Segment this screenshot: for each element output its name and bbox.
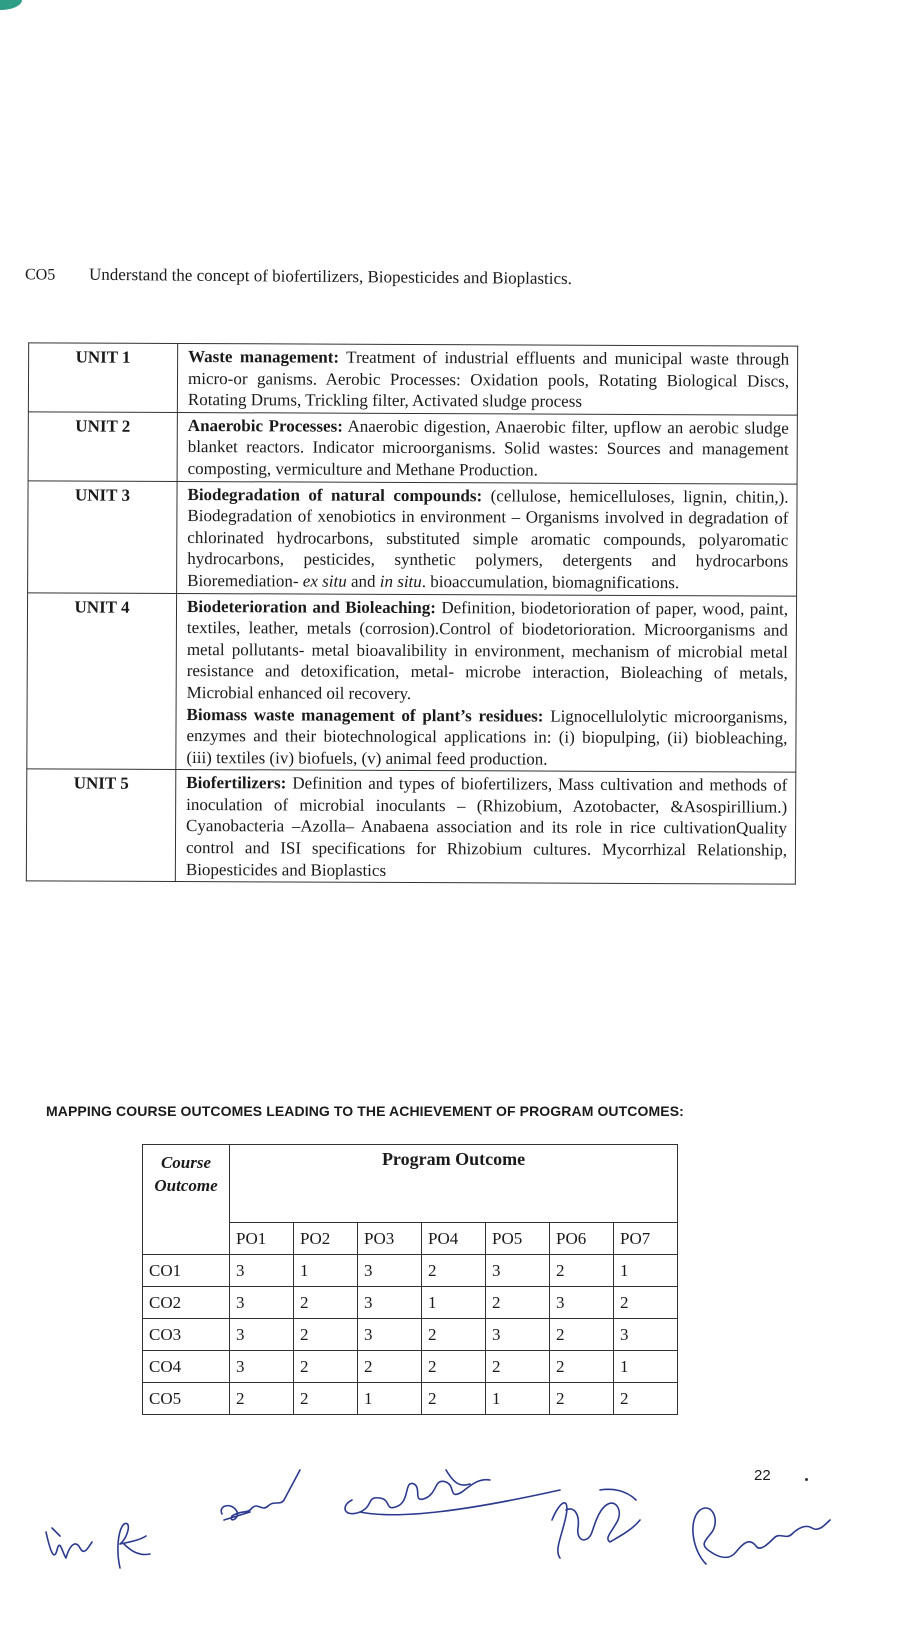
unit-name: UNIT 5	[26, 769, 175, 882]
mapping-value: 3	[358, 1255, 422, 1287]
page-number: 22	[754, 1467, 771, 1484]
unit-name: UNIT 1	[28, 343, 177, 412]
signature-6	[693, 1508, 830, 1564]
unit-topic-text: Definition and types of biofertilizers, Mass cultivation and methods of inoculation of microbial inoculants – (Rhizobium, Azotobacter, &Asospirillium.) Cyanobacteria –Azolla– Anabaena association and its role in rice cultivationQuality control and ISI specifications for Rhizobium cultures. Mycorrhizal Relationship, Biopesticides and Bioplastics	[185, 773, 788, 880]
mapping-value: 2	[486, 1351, 550, 1383]
mapping-value: 1	[614, 1351, 678, 1383]
course-outcome-header-line1: Course	[160, 1153, 212, 1172]
po-header: PO7	[614, 1223, 678, 1255]
po-header: PO1	[230, 1223, 294, 1255]
course-outcome-label: CO4	[143, 1351, 230, 1383]
mapping-value: 2	[614, 1383, 678, 1415]
mapping-value: 1	[614, 1255, 678, 1287]
mapping-value: 3	[230, 1255, 294, 1287]
co5-text: Understand the concept of biofertilizers, Biopesticides and Bioplastics.	[88, 264, 573, 289]
unit-italic-term: ex situ	[302, 571, 347, 591]
unit-name: UNIT 3	[28, 480, 177, 593]
unit-topic-text: . bioaccumulation, biomagnifications.	[421, 571, 680, 593]
unit-row	[28, 343, 797, 415]
mapping-value: 1	[294, 1255, 358, 1287]
po-header: PO5	[486, 1223, 550, 1255]
course-outcome-header	[143, 1145, 230, 1255]
po-header: PO4	[422, 1223, 486, 1255]
mapping-row	[143, 1351, 678, 1383]
unit-topic-heading: Biofertilizers:	[186, 773, 287, 793]
mapping-value: 2	[550, 1319, 614, 1351]
mapping-value: 3	[486, 1319, 550, 1351]
unit-paragraph	[187, 596, 788, 707]
unit-row	[28, 412, 797, 484]
signature-4	[345, 1470, 560, 1515]
unit-content	[177, 412, 797, 483]
mapping-value: 3	[486, 1255, 550, 1287]
mapping-value: 2	[294, 1287, 358, 1319]
unit-topic-text: (cellulose, hemicelluloses, lignin, chitin,). Biodegradation of xenobiotics in environment – Organisms involved in degradation of chlorinated hydrocarbons, substituted simple aromatic compounds, polyaromatic hydrocarbons, pesticides, synthetic polymers, detergents and hydrocarbons Bioremediation-	[187, 485, 789, 591]
unit-content	[176, 593, 797, 772]
unit-topic-heading: Biodegradation of natural compounds:	[187, 484, 483, 505]
mapping-value: 2	[550, 1255, 614, 1287]
course-outcome-label: CO2	[143, 1287, 230, 1319]
mapping-value: 3	[358, 1319, 422, 1351]
unit-paragraph	[187, 484, 788, 595]
mapping-value: 1	[358, 1383, 422, 1415]
mapping-value: 3	[230, 1351, 294, 1383]
mapping-value: 2	[294, 1319, 358, 1351]
unit-paragraph	[186, 772, 787, 883]
unit-name: UNIT 4	[27, 592, 177, 769]
course-outcome-header-line2: Outcome	[154, 1176, 218, 1195]
unit-topic-text: Treatment of industrial effluents and municipal waste through micro-or ganisms. Aerobic Processes: Oxidation pools, Rotating Biological Discs, Rotating Drums, Trickling filter, Activated sludge process	[187, 347, 790, 411]
mapping-row	[143, 1383, 678, 1415]
corner-mark	[0, 0, 22, 10]
mapping-value: 1	[422, 1287, 486, 1319]
unit-content	[175, 770, 795, 885]
mapping-value: 2	[294, 1351, 358, 1383]
mapping-row	[143, 1255, 678, 1287]
unit-name: UNIT 2	[28, 412, 177, 481]
unit-paragraph	[186, 704, 787, 771]
mapping-value: 2	[294, 1383, 358, 1415]
mapping-value: 2	[422, 1319, 486, 1351]
signatures-area	[0, 1440, 913, 1600]
unit-topic-heading: Biodeterioration and Bioleaching:	[186, 596, 436, 617]
mapping-value: 2	[550, 1383, 614, 1415]
signature-1	[46, 1528, 92, 1558]
unit-topic-heading: Waste management:	[188, 347, 340, 367]
signature-2	[118, 1523, 150, 1568]
mapping-value: 1	[486, 1383, 550, 1415]
mapping-row	[143, 1319, 678, 1351]
mapping-value: 2	[486, 1287, 550, 1319]
mapping-value: 3	[358, 1287, 422, 1319]
mapping-value: 2	[422, 1383, 486, 1415]
mapping-value: 3	[230, 1319, 294, 1351]
po-header: PO2	[294, 1223, 358, 1255]
course-outcome-co5	[25, 264, 885, 292]
unit-topic-text: Anaerobic digestion, Anaerobic filter, upflow an aerobic sludge blanket reactors. Indicator microorganisms. Solid wastes: Sources and management composting, vermiculture and Methane Production.	[187, 416, 789, 480]
co5-id: CO5	[24, 266, 56, 284]
course-outcome-label: CO3	[143, 1319, 230, 1351]
unit-row	[27, 592, 797, 772]
unit-paragraph	[188, 346, 789, 413]
mapping-heading: MAPPING COURSE OUTCOMES LEADING TO THE ACHIEVEMENT OF PROGRAM OUTCOMES:	[46, 1103, 684, 1119]
unit-italic-term: in situ	[379, 571, 422, 591]
unit-topic-text: Lignocellulolytic microorganisms, enzymes and their biotechnological applications in: (i) biopulping, (ii) biobleaching, (iii) textiles (iv) biofuels, (v) animal feed production.	[186, 706, 788, 769]
units-table	[26, 342, 798, 885]
course-outcome-label: CO1	[143, 1255, 230, 1287]
mapping-value: 2	[550, 1351, 614, 1383]
unit-row	[28, 480, 797, 595]
po-header: PO3	[358, 1223, 422, 1255]
mapping-value: 3	[550, 1287, 614, 1319]
unit-row	[26, 769, 795, 884]
mapping-value: 2	[358, 1351, 422, 1383]
signature-3	[221, 1470, 300, 1520]
mapping-value: 3	[614, 1319, 678, 1351]
mapping-value: 2	[422, 1255, 486, 1287]
mapping-value: 2	[422, 1351, 486, 1383]
mapping-table	[142, 1144, 678, 1415]
unit-topic-heading: Biomass waste management of plant’s residues:	[186, 704, 544, 726]
mapping-value: 2	[230, 1383, 294, 1415]
mapping-value: 3	[230, 1287, 294, 1319]
unit-topic-text: Definition, biodetorioration of paper, wood, paint, textiles, leather, metals (corrosion).Control of biodetorioration. Microorganisms and metal pollutants- metal bioavalibility in environment, mechanism of microbial metal resistance and detoxification, metal- microbe interaction, Bioleaching of metals, Microbial enhanced oil recovery.	[186, 597, 789, 703]
mapping-row	[143, 1287, 678, 1319]
unit-topic-heading: Anaerobic Processes:	[187, 415, 343, 436]
program-outcome-header: Program Outcome	[230, 1145, 678, 1223]
unit-content	[177, 481, 797, 596]
unit-content	[177, 343, 797, 414]
signature-5	[552, 1489, 640, 1558]
mapping-header-row	[143, 1145, 678, 1223]
unit-topic-text: and	[346, 571, 380, 591]
unit-paragraph	[188, 415, 789, 482]
course-outcome-label: CO5	[143, 1383, 230, 1415]
mapping-value: 2	[614, 1287, 678, 1319]
po-header: PO6	[550, 1223, 614, 1255]
